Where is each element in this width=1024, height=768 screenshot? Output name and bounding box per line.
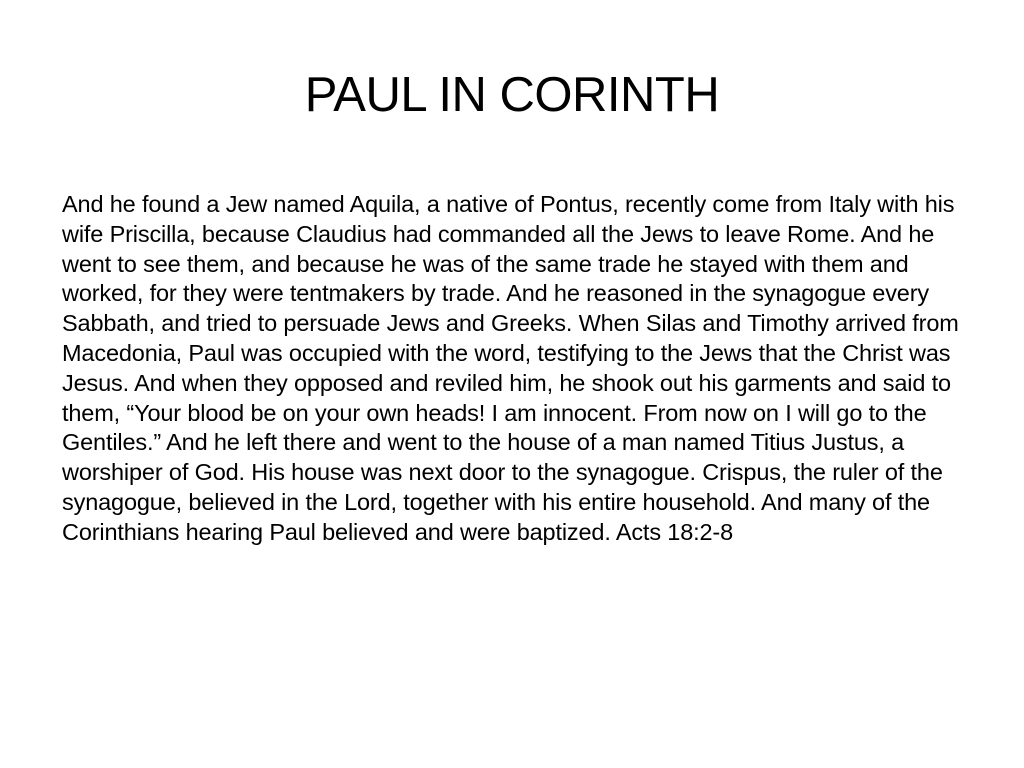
slide-title: PAUL IN CORINTH xyxy=(304,68,720,122)
slide-body-text: And he found a Jew named Aquila, a native of Pontus, recently come from Italy with his wife Priscilla, because Claudius had commanded all the Jews to leave Rome. And he went to see them, and because he was of the same trade he stayed with them and worked, for they were tentmakers by trade. And he reasoned in the synagogue every Sabbath, and tried to persuade Jews and Greeks. When Silas and Timothy arrived from Macedonia, Paul was occupied with the word, testifying to the Jews that the Christ was Jesus. And when they opposed and reviled him, he shook out his garments and said to them, “Your blood be on your own heads! I am innocent. From now on I will go to the Gentiles.” And he left there and went to the house of a man named Titius Justus, a worshiper of God. His house was next door to the synagogue. Crispus, the ruler of the synagogue, believed in the Lord, together with his entire household. And many of the Corinthians hearing Paul believed and were baptized. Acts 18:2-8 xyxy=(62,191,959,545)
